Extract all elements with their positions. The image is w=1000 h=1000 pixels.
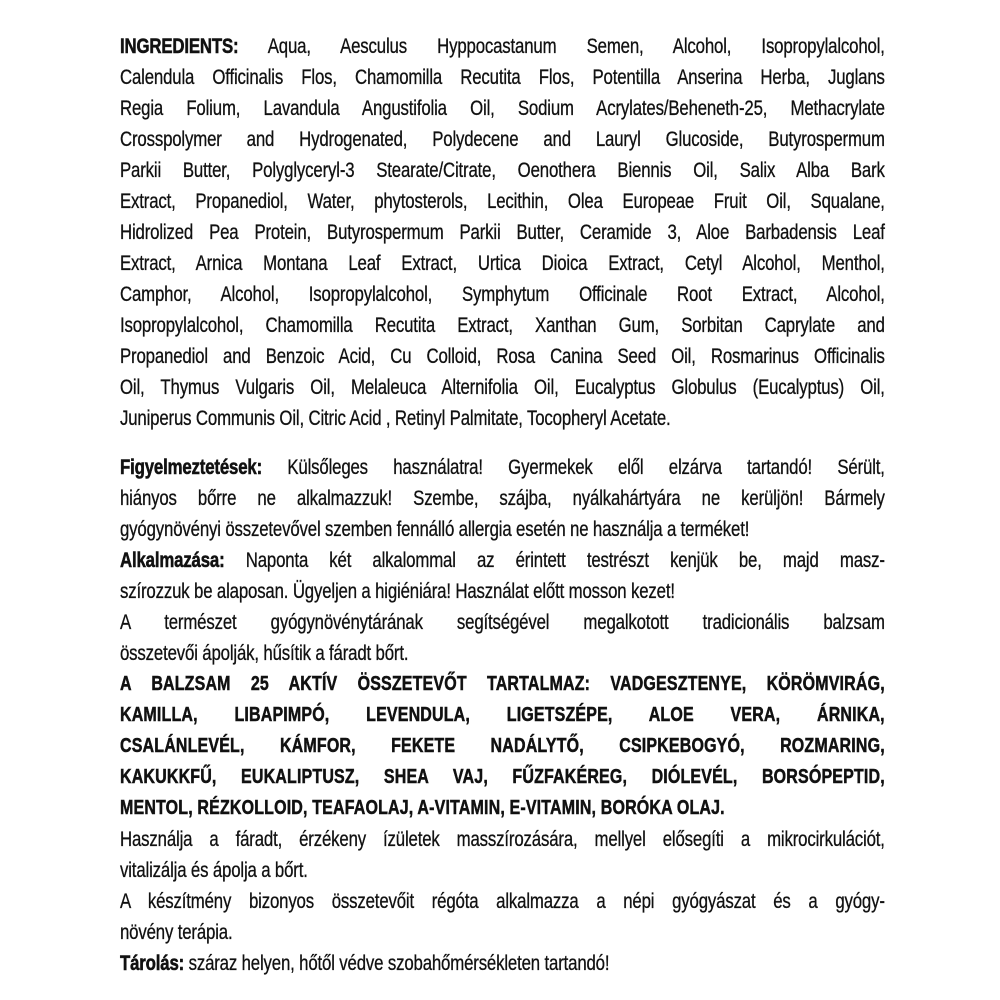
warnings-paragraph [120,452,885,545]
text-line: KAMILLA, LIBAPIMPÓ, LEVENDULA, LIGETSZÉPE, ALOE VERA, ÁRNIKA, [120,704,885,726]
text-line: A készítmény bizonyos összetevőit régóta alkalmazza a népi gyógyászat és a gyógy- [120,890,885,913]
application-paragraph [120,545,885,607]
section-lead: INGREDIENTS: [120,35,239,58]
text-line: KAKUKKFŰ, EUKALIPTUSZ, SHEA VAJ, FŰZFAKÉREG, DIÓLEVÉL, BORSÓPEPTID, [120,766,885,788]
storage-paragraph [120,948,885,979]
text-line: vitalizálja és ápolja a bőrt. [120,859,308,882]
text-line: Parkii Butter, Polyglyceryl-3 Stearate/Citrate, Oenothera Biennis Oil, Salix Alba Bark [120,159,885,182]
text-line: Extract, Arnica Montana Leaf Extract, Urtica Dioica Extract, Cetyl Alcohol, Menthol, [120,252,885,275]
text-line: Isopropylalcohol, Chamomilla Recutita Extract, Xanthan Gum, Sorbitan Caprylate and [120,314,885,337]
text-line: Oil, Thymus Vulgaris Oil, Melaleuca Alternifolia Oil, Eucalyptus Globulus (Eucalyptus) Oil, [120,376,885,399]
text-line: gyógynövényi összetevővel szemben fennálló allergia esetén ne használja a terméket! [120,518,750,541]
text-line: MENTOL, RÉZKOLLOID, TEAFAOLAJ, A-VITAMIN, E-VITAMIN, BORÓKA OLAJ. [120,797,725,819]
text-line: Calendula Officinalis Flos, Chamomilla Recutita Flos, Potentilla Anserina Herba, Juglans [120,66,885,89]
text-line: Juniperus Communis Oil, Citric Acid , Retinyl Palmitate, Tocopheryl Acetate. [120,407,671,430]
section-lead: Figyelmeztetések: [120,456,263,479]
text-line: Extract, Propanediol, Water, phytosterols, Lecithin, Olea Europeae Fruit Oil, Squalane, [120,190,885,213]
text-line: Tárolás: száraz helyen, hőtől védve szobahőmérsékleten tartandó! [120,952,610,975]
text-line: Hidrolized Pea Protein, Butyrospermum Parkii Butter, Ceramide 3, Aloe Barbadensis Leaf [120,221,885,244]
description-paragraph [120,607,885,669]
text-line: Regia Folium, Lavandula Angustifolia Oil, Sodium Acrylates/Beheneth-25, Methacrylate [120,97,885,120]
usage-paragraph [120,824,885,886]
tradition-paragraph [120,886,885,948]
text-line: A természet gyógynövénytárának segítségével megalkotott tradicionális balzsam [120,611,885,634]
text-line: növény terápia. [120,921,233,944]
section-lead: Tárolás: [120,952,185,975]
text-line: Használja a fáradt, érzékeny ízületek masszírozására, mellyel elősegíti a mikrocirkulációt, [120,828,885,851]
text-line: összetevői ápolják, hűsítik a fáradt bőrt. [120,642,409,665]
text-line: Camphor, Alcohol, Isopropylalcohol, Symphytum Officinale Root Extract, Alcohol, [120,283,885,306]
label-text-block [120,31,885,979]
text-line: szírozzuk be alaposan. Ügyeljen a higiéniára! Használat előtt mosson kezet! [120,580,675,603]
text-line: Propanediol and Benzoic Acid, Cu Colloid, Rosa Canina Seed Oil, Rosmarinus Officinalis [120,345,885,368]
text-line: Crosspolymer and Hydrogenated, Polydecene and Lauryl Glucoside, Butyrospermum [120,128,885,151]
text-line: INGREDIENTS: Aqua, Aesculus Hyppocastanum Semen, Alcohol, Isopropylalcohol, [120,35,885,58]
text-line: hiányos bőrre ne alkalmazzuk! Szembe, szájba, nyálkahártyára ne kerüljön! Bármely [120,487,885,510]
active-ingredients-paragraph [120,669,885,824]
text-line: Alkalmazása: Naponta két alkalommal az érintett testrészt kenjük be, majd masz- [120,549,885,572]
section-lead: Alkalmazása: [120,549,225,572]
text-line: CSALÁNLEVÉL, KÁMFOR, FEKETE NADÁLYTŐ, CSIPKEBOGYÓ, ROZMARING, [120,735,885,757]
text-line: Figyelmeztetések: Külsőleges használatra! Gyermekek elől elzárva tartandó! Sérült, [120,456,885,479]
ingredients-paragraph [120,31,885,434]
text-line: A BALZSAM 25 AKTÍV ÖSSZETEVŐT TARTALMAZ: VADGESZTENYE, KÖRÖMVIRÁG, [120,673,885,695]
